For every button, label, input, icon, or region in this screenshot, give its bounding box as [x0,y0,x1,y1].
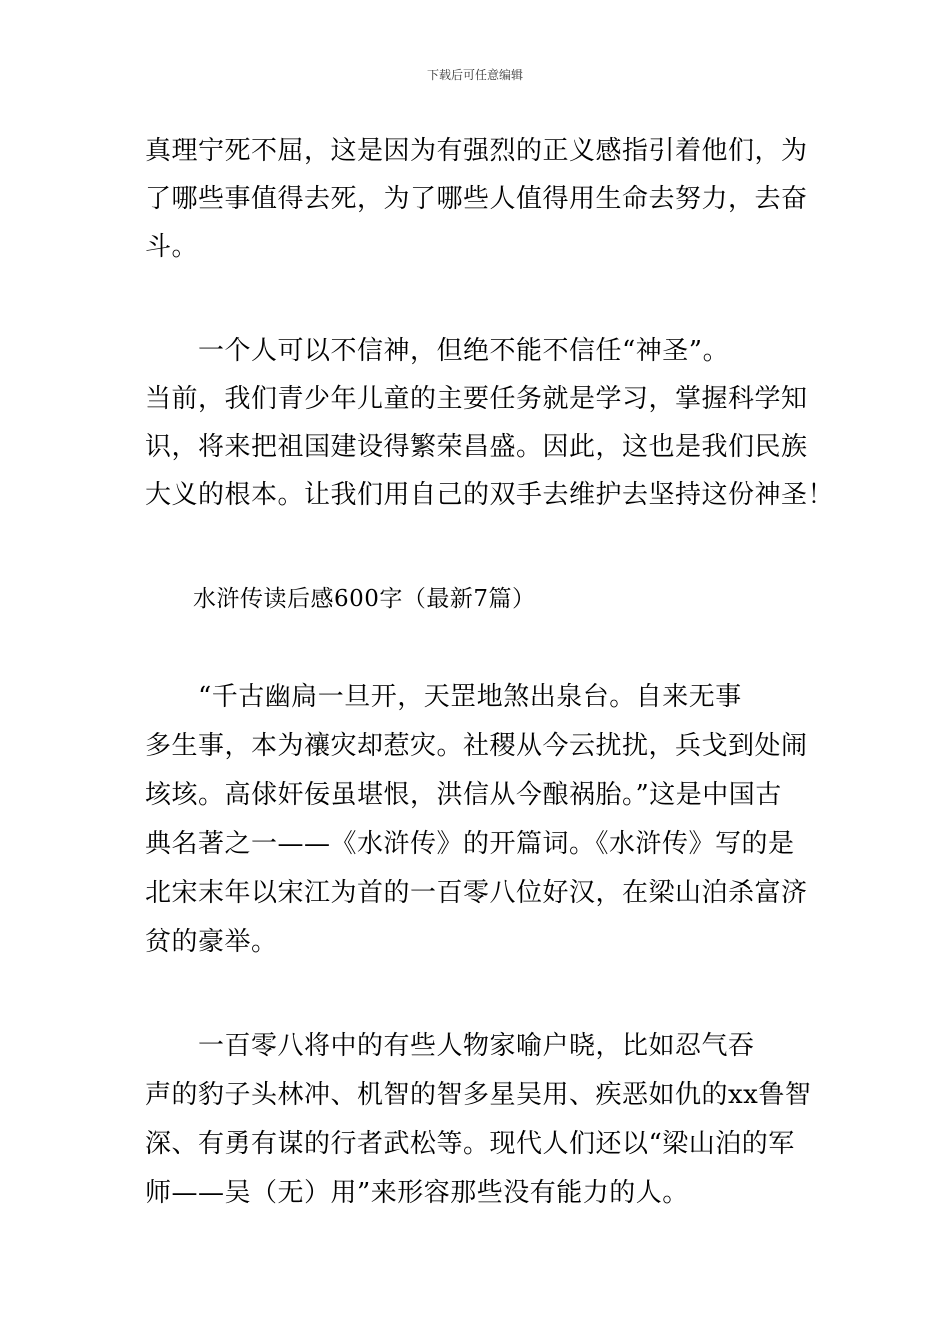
paragraph-line: 识，将来把祖国建设得繁荣昌盛。因此，这也是我们民族 [145,432,808,462]
paragraph-line: 贫的豪举。 [145,927,278,957]
paragraph-line: 声的豹子头林冲、机智的智多星吴用、疾恶如仇的xx鲁智 [145,1080,812,1110]
paragraph-line: 当前，我们青少年儿童的主要任务就是学习，掌握科学知 [145,384,808,414]
paragraph-line: 多生事，本为禳灾却惹灾。社稷从今云扰扰，兵戈到处闹 [145,731,808,761]
paragraph-line: 了哪些事值得去死，为了哪些人值得用生命去努力，去奋 [145,184,808,214]
paragraph-line: 真理宁死不屈，这是因为有强烈的正义感指引着他们，为 [145,136,808,166]
paragraph-line: 一百零八将中的有些人物家喻户晓，比如忍气吞 [145,1031,755,1061]
paragraph-line: 师——吴（无）用”来形容那些没有能力的人。 [145,1178,689,1208]
paragraph-line: 大义的根本。让我们用自己的双手去维护去坚持这份神圣！ [145,480,835,510]
paragraph-line: “千古幽扃一旦开，天罡地煞出泉台。自来无事 [145,682,742,712]
section-heading: 水浒传读后感600字（最新7篇） [193,586,536,612]
paragraph-line: 一个人可以不信神，但绝不能不信任“神圣”。 [145,336,730,366]
paragraph-line: 垓垓。高俅奸佞虽堪恨，洪信从今酿祸胎。”这是中国古 [145,780,782,810]
paragraph-line: 深、有勇有谋的行者武松等。现代人们还以“梁山泊的军 [145,1129,795,1159]
page-header: 下载后可任意编辑 [426,68,523,82]
paragraph-line: 斗。 [145,232,199,262]
paragraph-line: 北宋末年以宋江为首的一百零八位好汉，在梁山泊杀富济 [145,878,808,908]
paragraph-line: 典名著之一——《水浒传》的开篇词。《水浒传》写的是 [145,829,795,859]
